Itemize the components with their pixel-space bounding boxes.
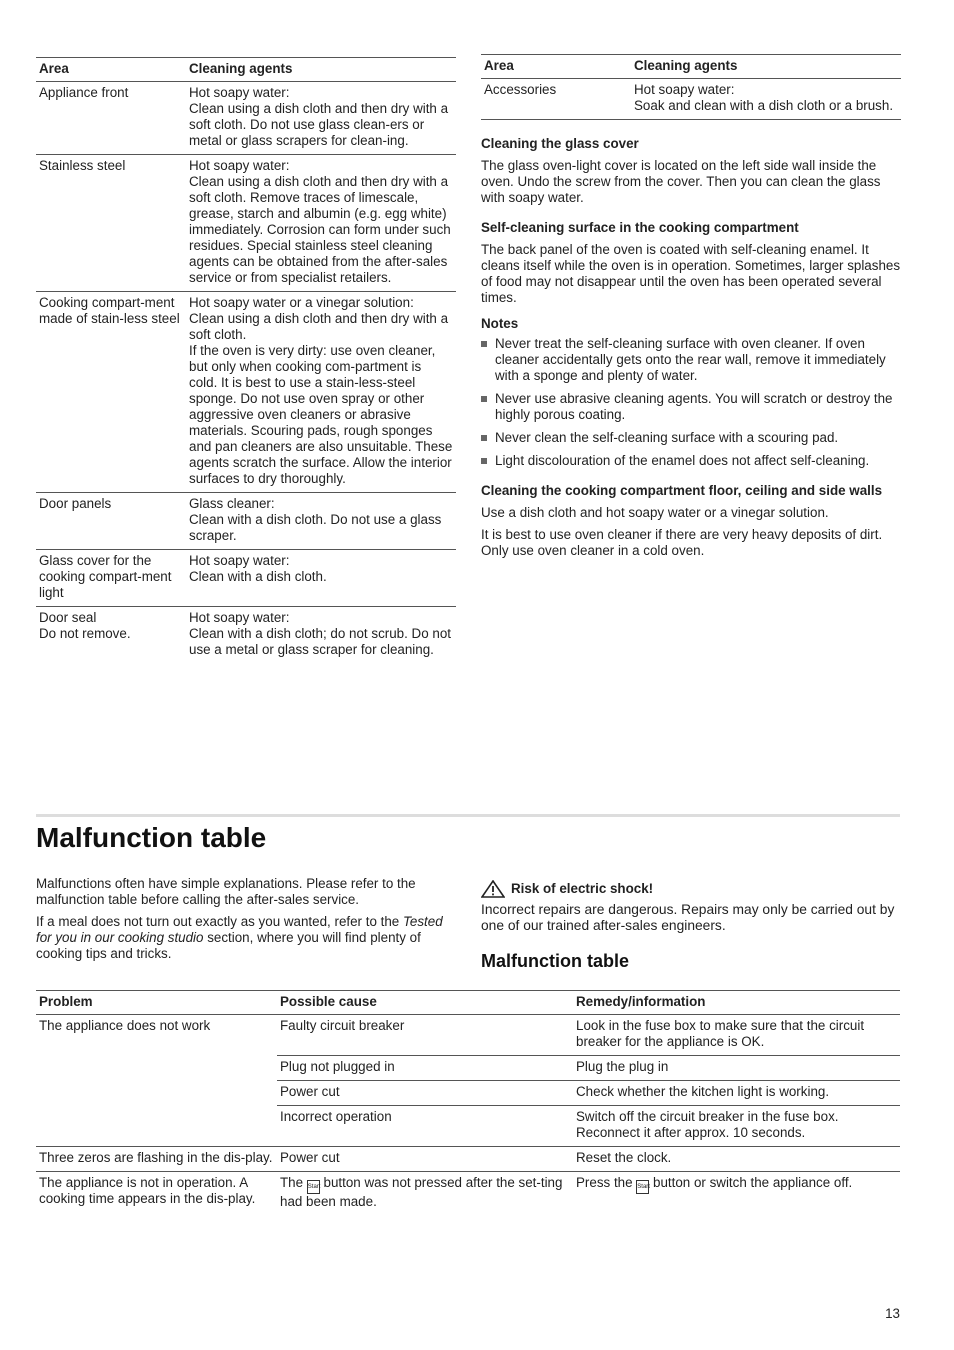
col-header-problem: Problem [39, 994, 93, 1009]
remedy-cell: Plug the plug in [573, 1056, 900, 1081]
table-row [36, 1172, 900, 1216]
agents-cell: Hot soapy water: Clean using a dish cloth and then dry with a soft cloth. Remove traces of limescale, grease, starch and albumin (e.g. egg white) immediately. Corrosion can form under such residues. Special stainless steel cleaning agents can be obtained from the after-sales service or from specialist retailers. [189, 158, 451, 285]
table-row [36, 82, 456, 155]
self-cleaning-heading: Self-cleaning surface in the cooking compartment [481, 220, 799, 235]
col-header-cleaning-agents: Cleaning agents [634, 58, 738, 73]
remedy-cell: Check whether the kitchen light is working. [573, 1081, 900, 1106]
table-row [36, 550, 456, 607]
cause-cell: Plug not plugged in [277, 1056, 573, 1081]
table-row [36, 1015, 900, 1056]
notes-heading: Notes [481, 316, 519, 331]
agents-cell: Hot soapy water or a vinegar solution: Clean using a dish cloth and then dry with a soft cloth. If the oven is very dirty: use oven cleaner, but only when cooking com-partment is cold. It is best to use a stain-less-steel sponge. Do not use oven spray or other aggressive oven cleaners or abrasive materials. Scouring pads, rough sponges and pan cleaners are also unsuitable. These agents scratch the surface. Allow the interior surfaces to dry thoroughly. [189, 295, 453, 486]
col-header-cleaning-agents: Cleaning agents [189, 61, 293, 76]
area-cell: Door seal Do not remove. [39, 610, 131, 641]
agents-cell: Hot soapy water: Clean with a dish cloth; do not scrub. Do not use a metal or glass scraper for cleaning. [189, 610, 452, 657]
col-header-cause: Possible cause [280, 994, 377, 1009]
area-cell: Door panels [39, 496, 112, 511]
agents-cell: Hot soapy water: Clean using a dish cloth and then dry with a soft cloth. Do not use glass clean-ers or metal or glass scrapers for clean-ing. [189, 85, 449, 148]
note-text: Light discolouration of the enamel does not affect self-cleaning. [495, 453, 870, 468]
table-row [36, 155, 456, 292]
problem-cell: The appliance is not in operation. A cooking time appears in the dis-play. [39, 1175, 256, 1206]
agents-cell: Glass cleaner: Clean with a dish cloth. Do not use a glass scraper. [189, 496, 442, 543]
warning-triangle-icon [481, 880, 505, 898]
bullet-square-icon [481, 396, 487, 402]
list-item [481, 453, 901, 469]
list-item [481, 336, 901, 384]
cleaning-table-left [36, 57, 456, 663]
col-header-remedy: Remedy/information [576, 994, 706, 1009]
malfunction-intro [36, 876, 456, 962]
malfunction-table [36, 990, 900, 1215]
bullet-square-icon [481, 435, 487, 441]
cause-cell: Power cut [277, 1081, 573, 1106]
agents-cell: Hot soapy water: Clean with a dish cloth. [189, 553, 327, 584]
area-cell: Stainless steel [39, 158, 126, 173]
col-header-area: Area [39, 61, 69, 76]
intro-paragraph-2: If a meal does not turn out exactly as you wanted, refer to the Tested for you in our cooking studio section, where you will find plenty of cooking tips and tricks. [36, 914, 443, 961]
intro-paragraph-1: Malfunctions often have simple explanations. Please refer to the malfunction table before calling the after-sales service. [36, 876, 416, 907]
area-cell: Glass cover for the cooking compart-ment light [39, 553, 172, 600]
warning-box [481, 880, 901, 972]
notes-list [481, 336, 901, 469]
section-title: Malfunction table [36, 822, 267, 853]
floor-cleaning-heading: Cleaning the cooking compartment floor, ceiling and side walls [481, 483, 883, 498]
note-text: Never treat the self-cleaning surface with oven cleaner. If oven cleaner accidentally gets onto the rear wall, remove it immediately with a sponge and plenty of water. [495, 336, 886, 383]
warning-heading: Risk of electric shock! [511, 881, 654, 896]
table-subtitle: Malfunction table [481, 951, 629, 971]
floor-cleaning-text-2: It is best to use oven cleaner if there are very heavy deposits of dirt. Only use oven cleaner in a cold oven. [481, 527, 883, 558]
table-row [36, 493, 456, 550]
bullet-square-icon [481, 458, 487, 464]
warning-text: Incorrect repairs are dangerous. Repairs may only be carried out by one of our trained after-sales engineers. [481, 902, 895, 933]
glass-cover-heading: Cleaning the glass cover [481, 136, 639, 151]
self-cleaning-text: The back panel of the oven is coated with self-cleaning enamel. It cleans itself while the oven is in operation. Sometimes, larger splashes of food may not disappear until the oven has been operated several times. [481, 242, 901, 305]
remedy-cell: Reset the clock. [573, 1147, 900, 1172]
agents-cell: Hot soapy water: Soak and clean with a dish cloth or a brush. [634, 82, 894, 113]
problem-cell: Three zeros are flashing in the dis-play. [36, 1147, 277, 1172]
cause-cell: Power cut [277, 1147, 573, 1172]
note-text: Never clean the self-cleaning surface with a scouring pad. [495, 430, 839, 445]
section-divider [36, 814, 900, 817]
start-button-icon: Start [636, 1180, 649, 1194]
col-header-area: Area [484, 58, 514, 73]
page-number: 13 [885, 1306, 900, 1321]
area-cell: Appliance front [39, 85, 129, 100]
list-item [481, 430, 901, 446]
cause-cell: Faulty circuit breaker [277, 1015, 573, 1056]
table-row [36, 292, 456, 493]
remedy-cell: Switch off the circuit breaker in the fuse box. Reconnect it after approx. 10 seconds. [573, 1106, 900, 1147]
area-cell: Cooking compart-ment made of stain-less steel [39, 295, 180, 326]
glass-cover-text: The glass oven-light cover is located on the left side wall inside the oven. Undo the screw from the cover. Then you can clean the glass with soapy water. [481, 158, 881, 205]
list-item [481, 391, 901, 423]
floor-cleaning-text-1: Use a dish cloth and hot soapy water or a vinegar solution. [481, 505, 829, 520]
remedy-cell: Look in the fuse box to make sure that the circuit breaker for the appliance is OK. [573, 1015, 900, 1056]
remedy-cell: Press the Start button or switch the appliance off. [573, 1172, 900, 1216]
bullet-square-icon [481, 341, 487, 347]
note-text: Never use abrasive cleaning agents. You will scratch or destroy the highly porous coating. [495, 391, 893, 422]
cause-cell: Incorrect operation [277, 1106, 573, 1147]
table-row [481, 79, 901, 120]
cleaning-table-right [481, 54, 901, 120]
table-row [36, 1147, 900, 1172]
cause-cell: The Start button was not pressed after the set-ting had been made. [280, 1175, 563, 1209]
table-row [36, 607, 456, 664]
start-button-icon: Start [307, 1180, 320, 1194]
area-cell: Accessories [484, 82, 557, 97]
problem-cell: The appliance does not work [36, 1015, 277, 1147]
right-column [481, 54, 901, 559]
